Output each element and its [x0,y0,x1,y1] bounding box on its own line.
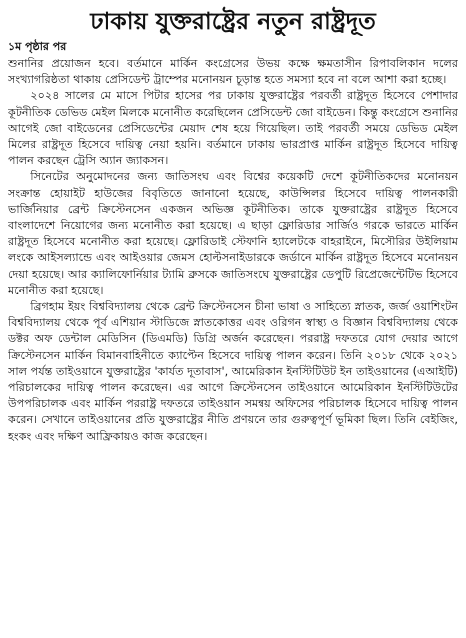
headline: ঢাকায় যুক্তরাষ্ট্রের নতুন রাষ্ট্রদূত [90,7,376,35]
paragraph-2: ২০২৪ সালের মে মাসে পিটার হাসের পর ঢাকায় যুক্তরাষ্ট্রের পরবর্তী রাষ্ট্রদূত হিসেবে পেশাদার কূটনীতিক ডেভিড মেইল মিলকে মনোনীত করেছিলেন প্রেসিডেন্ট জো বাইডেন। কিন্তু কংগ্রেসে শুনানির আগেই জো বাইডেনের প্রেসিডেন্টের মেয়াদ শেষ হয়ে গিয়েছিল। তাই পরবর্তী সময়ে ডেভিড মেইল মিলের রাষ্ট্রদূত হিসেবে দায়িত্ব নেয়া হয়নি। বর্তমানে ঢাকায় ভারপ্রাপ্ত মার্কিন রাষ্ট্রদূত হিসেবে দায়িত্ব পালন করছেন ট্রেসি অ্যান জ্যাকসন। [8,89,458,168]
paragraph-4: ব্রিগহাম ইয়ং বিশ্ববিদ্যালয় থেকে ব্রেন্ট ক্রিস্টেনসেন চীনা ভাষা ও সাহিত্যে স্নাতক, জর্জ ওয়াশিংটন বিশ্ববিদ্যালয় থেকে পূর্ব এশিয়ান স্টাডিজে স্নাতকোত্তর এবং ওরিগন স্বাস্থ্য ও বিজ্ঞান বিশ্ববিদ্যালয় থেকে ডক্টর অফ ডেন্টাল মেডিসিন (ডিএমডি) ডিগ্রি অর্জন করেছেন। পররাষ্ট্র দফতরে যোগ দেয়ার আগে ক্রিস্টেনসেন মার্কিন বিমানবাহিনীতে ক্যাপ্টেন হিসেবে দায়িত্ব পালন করেন। তিনি ২০১৮ থেকে ২০২১ সাল পর্যন্ত তাইওয়ানে যুক্তরাষ্ট্রের 'কার্যত দূতাবাস', আমেরিকান ইনস্টিটিউট ইন তাইওয়ানের (এআইটি) পরিচালকের দায়িত্ব পালন করেছেন। এর আগে ক্রিস্টেনসেন তাইওয়ানে আমেরিকান ইনস্টিটিউটের উপপরিচালক এবং মার্কিন পররাষ্ট্র দফতরে তাইওয়ান সমন্বয় অফিসের পরিচালক হিসেবে দায়িত্ব পালন করেন। সেখানে তাইওয়ানের প্রতি যুক্তরাষ্ট্রের নীতি প্রণয়নে তার গুরুত্বপূর্ণ ভূমিকা ছিল। তিনি বেইজিং, হংকং এবং দক্ষিণ আফ্রিকায়ও কাজ করেছেন। [8,300,458,443]
paragraph-1: শুনানির প্রয়োজন হবে। বর্তমানে মার্কিন কংগ্রেসের উভয় কক্ষে ক্ষমতাসীন রিপাবলিকান দলের সংখ্যাগরিষ্ঠতা থাকায় প্রেসিডেন্ট ট্রাম্পের মনোনয়ন চূড়ান্ত হতে সমস্যা হবে না বলে আশা করা হচ্ছে। [8,57,458,87]
continuation-label: ১ম পৃষ্ঠার পর [8,40,67,53]
paragraph-3: সিনেটের অনুমোদনের জন্য জাতিসংঘ এবং বিশ্বের কয়েকটি দেশে কূটনীতিকদের মনোনয়ন সংক্রান্ত হোয়াইট হাউজের বিবৃতিতে জানানো হয়েছে, কাউন্সিলর হিসেবে দায়িত্ব পালনকারী ভার্জিনিয়ার ব্রেন্ট ক্রিস্টেনসেন একজন অভিজ্ঞ কূটনীতিক। তাকে যুক্তরাষ্ট্রের রাষ্ট্রদূত হিসেবে বাংলাদেশে নিয়োগের জন্য মনোনীত করা হয়েছে। এ ছাড়া ফ্লোরিডার সার্জিও গরকে ভারতে মার্কিন রাষ্ট্রদূত হিসেবে মনোনীত করা হয়েছে। ফ্লোরিডাই স্টেফানি হ্যালেটকে বাহরাইনে, মিসৌরির উইলিয়াম লংকে আইসল্যান্ডে এবং আইওয়ার জেমস হোল্টসনাইডারকে জর্ডানে মার্কিন রাষ্ট্রদূত হিসেবে মনোনয়ন দেয়া হয়েছে। আর ক্যালিফোর্নিয়ার ট্যামি ব্রুসকে জাতিসংঘে যুক্তরাষ্ট্রের ডেপুটি রিপ্রেজেন্টেটিভ হিসেবে মনোনীত করা হয়েছে। [8,170,458,297]
